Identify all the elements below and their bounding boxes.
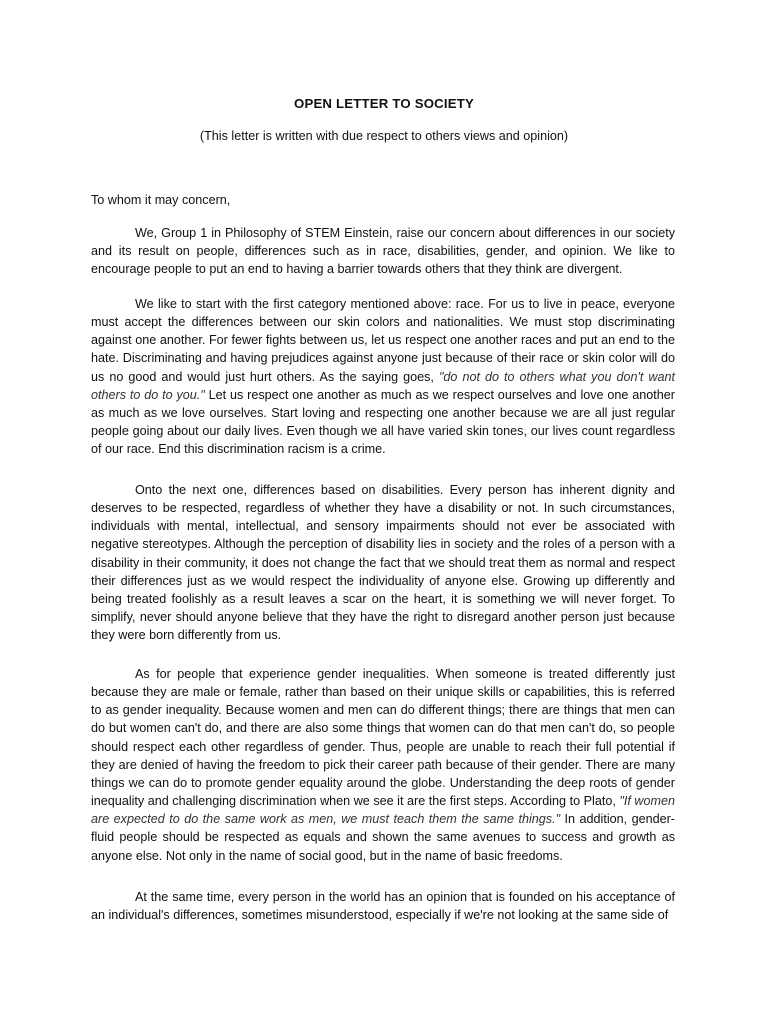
salutation: To whom it may concern, bbox=[91, 193, 231, 207]
paragraph-intro: We, Group 1 in Philosophy of STEM Einstein, raise our concern about differences in our society and its result on people, differences such as in race, disabilities, gender, and opinion. We like to encourage people to put an end to having a barrier towards others that they think are divergent. bbox=[91, 226, 675, 277]
paragraph-gender-text-after: In addition, gender-fluid people should be respected as equals and shown the same avenues to success and growth as anyone else. Not only in the name of social good, but in the name of basic freedoms. bbox=[91, 812, 675, 863]
paragraph-gender-quote: "If women are expected to do the same work as men, we must teach them the same things." bbox=[91, 794, 675, 827]
paragraph-race-text-before: We like to start with the first category mentioned above: race. For us to live in peace, everyone must accept the differences between our skin colors and nationalities. We must stop discriminating against one another. For fewer fights between us, let us respect one another races and put an end to the hate. Discriminating and having prejudices against anyone just because of their race or skin color will do us no good and would just hurt others. As the saying goes, bbox=[91, 297, 675, 384]
paragraph-race-text-after: Let us respect one another as much as we respect ourselves and love one another as much as we love ourselves. Start loving and respecting one another because we are all just regular people going about our daily lives. Even though we all have varied skin tones, our lives count regardless of our race. End this discrimination racism is a crime. bbox=[91, 387, 675, 457]
paragraph-race bbox=[91, 295, 675, 458]
document-subtitle: (This letter is written with due respect to others views and opinion) bbox=[199, 129, 569, 143]
paragraph-gender bbox=[91, 665, 675, 865]
paragraph-disabilities: Onto the next one, differences based on disabilities. Every person has inherent dignity and deserves to be respected, regardless of whether they have a disability or not. In such circumstances, individuals with mental, intellectual, and sensory impairments should not ever be associated with negative stereotypes. Although the perception of disability lies in society and the roles of a person with a disability in their community, it does not change the fact that we should treat them as normal and respect their differences just as we would respect the individuality of anyone else. Growing up differently and being treated foolishly as a result leaves a scar on the heart, it is something we will never forget. To simplify, never should anyone believe that they have the right to disregard another person just because they were born differently from us. bbox=[91, 483, 675, 643]
paragraph-gender-text-before: As for people that experience gender inequalities. When someone is treated differently just because they are male or female, rather than based on their unique skills or capabilities, this is referred to as gender inequality. Because women and men can do different things; there are things that men can do but women can't do, and there are also some things that women can do that men can't do, so people should respect each other regardless of gender. Thus, people are unable to reach their full potential if they are denied of having the freedom to pick their career path because of their gender. There are many things we can do to promote gender equality around the globe. Understanding the deep roots of gender inequality and challenging discrimination when we see it are the first steps. According to Plato, bbox=[91, 667, 675, 809]
document-title: OPEN LETTER TO SOCIETY bbox=[293, 96, 474, 111]
paragraph-race-quote: "do not do to others what you don't want others to do to you." bbox=[91, 369, 675, 402]
paragraph-opinion: At the same time, every person in the world has an opinion that is founded on his acceptance of an individual's differences, sometimes misunderstood, especially if we're not looking at the same side of bbox=[91, 890, 675, 923]
